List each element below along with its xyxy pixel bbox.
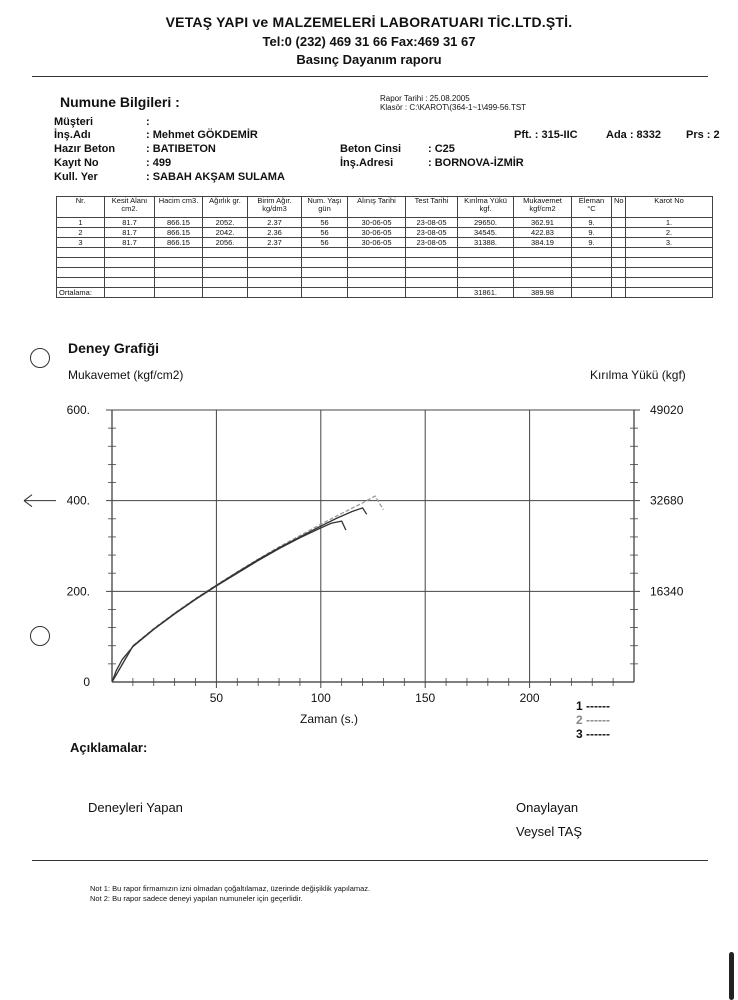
table-cell	[626, 268, 713, 278]
table-cell: 81.7	[105, 228, 155, 238]
table-cell	[406, 268, 458, 278]
table-row-empty	[57, 268, 713, 278]
chart-x-axis-label: Zaman (s.)	[300, 712, 359, 726]
table-cell	[406, 258, 458, 268]
table-cell: 34545.	[458, 228, 514, 238]
chart-title: Deney Grafiği	[68, 340, 160, 356]
header-divider	[32, 76, 708, 77]
table-row-empty	[57, 248, 713, 258]
table-cell	[514, 258, 572, 268]
table-cell	[302, 288, 348, 298]
table-cell	[203, 258, 248, 268]
pft-value: Pft. : 315-IIC	[514, 129, 578, 141]
table-cell: 56	[302, 218, 348, 228]
table-cell: 23-08-05	[406, 218, 458, 228]
table-cell: Ortalama:	[57, 288, 105, 298]
th-test-date: Test Tarihi	[406, 197, 458, 218]
th-sample-age: Num. Yaşı gün	[302, 197, 348, 218]
field-label-construction: İnş.Adı	[54, 129, 91, 141]
address-label: İnş.Adresi	[340, 157, 394, 169]
table-header-row	[57, 197, 713, 218]
th-element: Eleman °C	[572, 197, 612, 218]
table-cell: 30-06-05	[348, 238, 406, 248]
table-cell	[348, 278, 406, 288]
table-cell: 31388.	[458, 238, 514, 248]
table-cell: 2	[57, 228, 105, 238]
sample-info-title: Numune Bilgileri :	[60, 94, 180, 110]
table-cell: 23-08-05	[406, 238, 458, 248]
ada-value: Ada : 8332	[606, 129, 662, 141]
table-cell: 9.	[572, 238, 612, 248]
results-table	[56, 196, 713, 298]
footnote-2: Not 2: Bu rapor sadece deneyi yapılan numuneler için geçerlidir.	[90, 894, 303, 903]
legend-item: 2 ------	[576, 713, 610, 727]
field-label-customer: Müşteri	[54, 116, 94, 128]
table-cell	[203, 248, 248, 258]
tested-by-label: Deneyleri Yapan	[88, 800, 183, 815]
table-row	[57, 218, 713, 228]
table-cell: 362.91	[514, 218, 572, 228]
table-cell: 9.	[572, 228, 612, 238]
field-label-usage: Kull. Yer	[54, 171, 98, 183]
table-cell	[57, 258, 105, 268]
table-cell: 56	[302, 228, 348, 238]
table-cell	[105, 278, 155, 288]
th-no: No	[612, 197, 626, 218]
table-cell	[248, 258, 302, 268]
table-cell: 384.19	[514, 238, 572, 248]
th-strength: Mukavemet kgf/cm2	[514, 197, 572, 218]
table-cell	[248, 288, 302, 298]
y-tick-label: 600.	[66, 403, 90, 417]
table-cell	[57, 248, 105, 258]
table-cell	[612, 278, 626, 288]
table-cell: 866.15	[155, 228, 203, 238]
field-value-customer: :	[146, 116, 150, 128]
table-cell: 2.37	[248, 238, 302, 248]
table-cell: 3.	[626, 238, 713, 248]
series-line-1	[112, 521, 346, 682]
table-cell: 2.37	[248, 218, 302, 228]
table-cell	[248, 268, 302, 278]
table-cell: 30-06-05	[348, 228, 406, 238]
binder-hole-circle	[30, 348, 50, 368]
table-cell	[348, 288, 406, 298]
table-cell: 2042.	[203, 228, 248, 238]
approver-name: Veysel TAŞ	[516, 824, 582, 839]
table-cell: 29650.	[458, 218, 514, 228]
y-tick-label: 200.	[66, 584, 90, 599]
table-cell	[458, 248, 514, 258]
series-line-3	[112, 508, 367, 682]
table-cell	[406, 278, 458, 288]
table-cell	[57, 278, 105, 288]
company-contact: Tel:0 (232) 469 31 66 Fax:469 31 67	[262, 34, 476, 49]
table-cell	[514, 248, 572, 258]
table-cell	[302, 268, 348, 278]
table-cell	[302, 278, 348, 288]
table-row	[57, 238, 713, 248]
table-cell: 2.	[626, 228, 713, 238]
notes-title: Açıklamalar:	[70, 740, 148, 755]
table-cell: 1	[57, 218, 105, 228]
table-cell	[155, 248, 203, 258]
company-name: VETAŞ YAPI ve MALZEMELERİ LABORATUARI TİC.LTD.ŞTİ.	[165, 14, 573, 30]
x-tick-label: 200	[519, 691, 540, 705]
field-label-ready-concrete: Hazır Beton	[54, 143, 116, 155]
table-cell	[203, 278, 248, 288]
table-row	[57, 228, 713, 238]
th-volume: Hacim cm3.	[155, 197, 203, 218]
table-cell	[406, 288, 458, 298]
table-cell	[105, 258, 155, 268]
table-cell	[155, 258, 203, 268]
legend-item: 3 ------	[576, 727, 610, 741]
address-value: : BORNOVA-İZMİR	[428, 157, 524, 169]
table-cell	[626, 278, 713, 288]
table-cell	[612, 228, 626, 238]
table-cell: 23-08-05	[406, 228, 458, 238]
concrete-type-value: : C25	[428, 143, 455, 155]
table-row-empty	[57, 258, 713, 268]
table-cell	[572, 248, 612, 258]
table-cell	[248, 278, 302, 288]
table-cell	[348, 268, 406, 278]
table-cell	[458, 258, 514, 268]
table-cell	[302, 258, 348, 268]
report-date: Rapor Tarihi : 25.08.2005	[380, 94, 470, 103]
table-cell: 389.98	[514, 288, 572, 298]
th-taken-date: Alınış Tarihi	[348, 197, 406, 218]
table-cell	[572, 278, 612, 288]
y-tick-label: 0	[83, 675, 90, 689]
x-tick-label: 50	[209, 691, 224, 705]
table-cell: 56	[302, 238, 348, 248]
chart-y2-axis-label: Kırılma Yükü (kgf)	[590, 368, 686, 382]
table-cell	[302, 248, 348, 258]
table-cell: 81.7	[105, 218, 155, 228]
table-cell	[458, 278, 514, 288]
table-cell	[626, 288, 713, 298]
table-cell: 81.7	[105, 238, 155, 248]
th-unit-weight: Birim Ağır. kg/dm3	[248, 197, 302, 218]
field-value-usage: : SABAH AKŞAM SULAMA	[146, 171, 285, 183]
y2-tick-label: 16340	[650, 584, 684, 599]
y-tick-label: 400.	[66, 493, 90, 508]
table-cell	[105, 268, 155, 278]
table-cell: 31861.	[458, 288, 514, 298]
folder-path: Klasör : C:\KAROT\(364-1~1\499-56.TST	[380, 103, 527, 112]
table-cell	[612, 268, 626, 278]
table-cell	[572, 268, 612, 278]
table-cell	[155, 288, 203, 298]
table-cell	[203, 268, 248, 278]
field-label-record-no: Kayıt No	[54, 157, 99, 169]
table-cell: 2.36	[248, 228, 302, 238]
footnote-1: Not 1: Bu rapor firmamızın izni olmadan çoğaltılamaz, üzerinde değişiklik yapılamaz.	[90, 884, 371, 893]
field-value-ready-concrete: : BATIBETON	[146, 143, 216, 155]
x-tick-label: 150	[415, 691, 436, 705]
table-average-row	[57, 288, 713, 298]
table-cell	[514, 268, 572, 278]
footer-divider	[32, 860, 708, 861]
table-cell	[626, 258, 713, 268]
y2-tick-label: 32680	[650, 493, 684, 508]
table-cell	[612, 288, 626, 298]
prs-value: Prs : 2	[686, 129, 720, 141]
table-cell	[105, 248, 155, 258]
chart-y-axis-label: Mukavemet (kgf/cm2)	[68, 368, 184, 382]
table-cell	[248, 248, 302, 258]
table-cell	[612, 248, 626, 258]
x-tick-label: 100	[310, 691, 331, 705]
table-cell	[612, 218, 626, 228]
table-cell	[612, 258, 626, 268]
th-break-load: Kırılma Yükü kgf.	[458, 197, 514, 218]
y2-tick-label: 49020	[650, 403, 684, 417]
table-cell: 2052.	[203, 218, 248, 228]
th-section-area: Kesit Alanı cm2.	[105, 197, 155, 218]
table-cell	[57, 268, 105, 278]
table-cell	[514, 278, 572, 288]
table-cell	[406, 248, 458, 258]
table-cell	[155, 268, 203, 278]
th-core-no: Karot No	[626, 197, 713, 218]
table-cell	[572, 288, 612, 298]
table-cell: 9.	[572, 218, 612, 228]
table-row-empty	[57, 278, 713, 288]
report-title: Basınç Dayanım raporu	[296, 52, 442, 67]
table-cell	[458, 268, 514, 278]
th-weight: Ağırlık gr.	[203, 197, 248, 218]
table-cell	[348, 248, 406, 258]
legend-item: 1 ------	[576, 699, 610, 713]
table-cell	[612, 238, 626, 248]
table-cell: 2056.	[203, 238, 248, 248]
table-cell	[105, 288, 155, 298]
strength-chart	[0, 380, 738, 750]
approved-by-label: Onaylayan	[516, 800, 579, 815]
table-cell: 422.83	[514, 228, 572, 238]
table-cell	[626, 248, 713, 258]
table-cell: 866.15	[155, 218, 203, 228]
scrollbar[interactable]	[729, 952, 734, 1000]
table-cell	[155, 278, 203, 288]
table-cell: 30-06-05	[348, 218, 406, 228]
field-value-record-no: : 499	[146, 157, 172, 169]
th-nr: Nr.	[57, 197, 105, 218]
table-cell	[348, 258, 406, 268]
table-cell	[572, 258, 612, 268]
table-cell: 866.15	[155, 238, 203, 248]
concrete-type-label: Beton Cinsi	[340, 143, 402, 155]
table-cell: 1.	[626, 218, 713, 228]
field-value-construction: : Mehmet GÖKDEMİR	[146, 129, 258, 141]
table-cell: 3	[57, 238, 105, 248]
table-cell	[203, 288, 248, 298]
